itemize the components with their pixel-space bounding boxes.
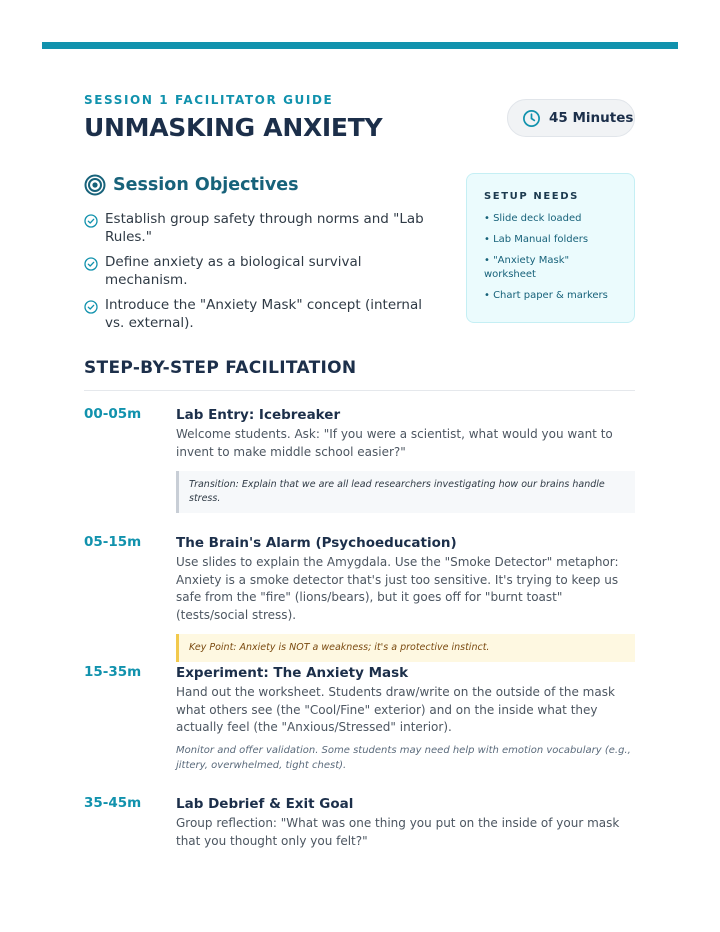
setup-heading: SETUP NEEDS bbox=[484, 191, 579, 202]
key-point-note: Key Point: Anxiety is NOT a weakness; it's a protective instinct. bbox=[176, 634, 635, 662]
top-accent-bar bbox=[42, 42, 678, 49]
clock-icon bbox=[522, 109, 541, 128]
objective-text: Establish group safety through norms and "Lab Rules." bbox=[105, 211, 424, 245]
step-description: Welcome students. Ask: "If you were a scientist, what would you want to invent to make middle school easier?" bbox=[176, 427, 613, 459]
step-title: Experiment: The Anxiety Mask bbox=[176, 665, 409, 681]
objective-item bbox=[84, 210, 434, 246]
step-description: Use slides to explain the Amygdala. Use the "Smoke Detector" metaphor: Anxiety is a smoke detector that's just too sensitive. It's trying to keep us safe from the "fire" (lions/bears), but it goes off for "burnt toast" (tests/social stress). bbox=[176, 555, 619, 622]
setup-list bbox=[484, 212, 618, 303]
step-description: Group reflection: "What was one thing you put on the inside of your mask that you thought only you felt?" bbox=[176, 816, 620, 848]
objectives-heading: Session Objectives bbox=[113, 175, 299, 195]
step-description: Hand out the worksheet. Students draw/write on the outside of the mask what others see (the "Cool/Fine" exterior) and on the inside what they actually feel (the "Anxious/Stressed" interior). bbox=[176, 685, 615, 734]
check-circle-icon bbox=[84, 257, 98, 271]
step-time: 15-35m bbox=[84, 664, 142, 680]
facilitation-header bbox=[84, 358, 635, 391]
step-time: 00-05m bbox=[84, 406, 142, 422]
setup-item: • Slide deck loaded bbox=[484, 213, 582, 224]
step-time: 05-15m bbox=[84, 534, 142, 550]
setup-item: • "Anxiety Mask" worksheet bbox=[484, 255, 570, 280]
check-circle-icon bbox=[84, 214, 98, 228]
objective-item bbox=[84, 296, 434, 332]
step-title: The Brain's Alarm (Psychoeducation) bbox=[176, 535, 457, 551]
setup-needs-card bbox=[466, 173, 635, 323]
setup-item: • Chart paper & markers bbox=[484, 290, 608, 301]
page-title: UNMASKING ANXIETY bbox=[84, 113, 383, 142]
objective-text: Define anxiety as a biological survival mechanism. bbox=[105, 254, 362, 288]
step-time: 35-45m bbox=[84, 795, 142, 811]
monitor-note: Monitor and offer validation. Some students may need help with emotion vocabulary (e.g., jittery, overwhelmed, tight chest). bbox=[176, 744, 631, 771]
setup-item: • Lab Manual folders bbox=[484, 234, 589, 245]
objectives-header bbox=[84, 174, 299, 196]
session-kicker: SESSION 1 FACILITATOR GUIDE bbox=[84, 93, 334, 107]
duration-label: 45 Minutes bbox=[549, 110, 634, 126]
step-title: Lab Debrief & Exit Goal bbox=[176, 796, 354, 812]
facilitation-heading: STEP-BY-STEP FACILITATION bbox=[84, 358, 357, 378]
objectives-list bbox=[84, 210, 434, 339]
objective-item bbox=[84, 253, 434, 289]
step-title: Lab Entry: Icebreaker bbox=[176, 407, 341, 423]
duration-badge bbox=[507, 99, 635, 137]
check-circle-icon bbox=[84, 300, 98, 314]
target-icon bbox=[84, 174, 106, 196]
transition-note: Transition: Explain that we are all lead researchers investigating how our brains handle stress. bbox=[176, 471, 635, 513]
objective-text: Introduce the "Anxiety Mask" concept (internal vs. external). bbox=[105, 297, 423, 331]
